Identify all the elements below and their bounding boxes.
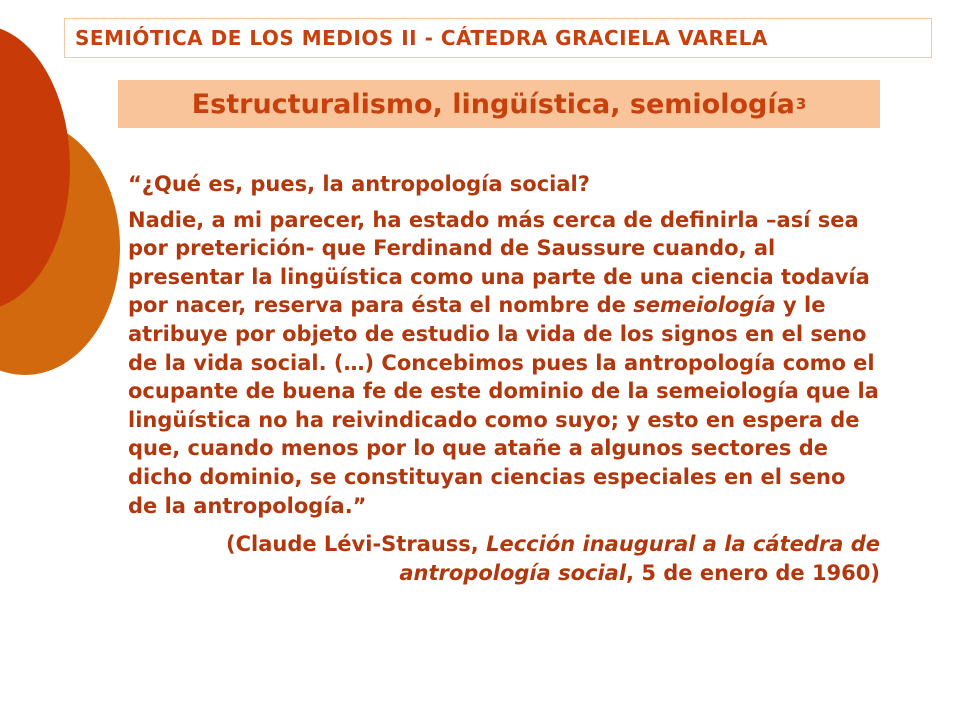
quote-text-part-2: y le atribuye por objeto de estudio la vida de los signos en el seno de la vida social. (…) Concebimos pues la antropología como el ocupante de buena fe de este dominio de la semeiología que la lingüística no ha reivindicado como suyo; y esto en espera de que, cuando menos por lo que atañe a algunos sectores de dicho dominio, se constituyan ciencias especiales en el seno de la antropología.” — [128, 293, 879, 518]
quote-paragraph — [128, 206, 880, 521]
citation-work-title: Lección inaugural a la cátedra de antropología social — [399, 532, 880, 585]
citation — [128, 530, 880, 587]
slide-title-subscript: 3 — [795, 95, 807, 113]
citation-prefix: (Claude Lévi-Strauss, — [226, 532, 487, 557]
slide-title: Estructuralismo, lingüística, semiología — [191, 88, 795, 120]
slide-title-banner — [118, 80, 880, 128]
course-title: SEMIÓTICA DE LOS MEDIOS II - CÁTEDRA GRACIELA VARELA — [75, 26, 768, 50]
course-header — [64, 18, 932, 58]
quote-opening: “¿Qué es, pues, la antropología social? — [128, 172, 590, 196]
citation-suffix: , 5 de enero de 1960) — [626, 560, 880, 585]
quote-text-part-1: Nadie, a mi parecer, ha estado más cerca de definirla –así sea por preterición- que Ferdinand de Saussure cuando, al presentar la lingüística como una parte de una ciencia todavía por nacer, reserva para ésta el nombre de — [128, 207, 870, 318]
quote-italic-term: semeiología — [633, 293, 776, 318]
quote-block — [128, 170, 880, 587]
